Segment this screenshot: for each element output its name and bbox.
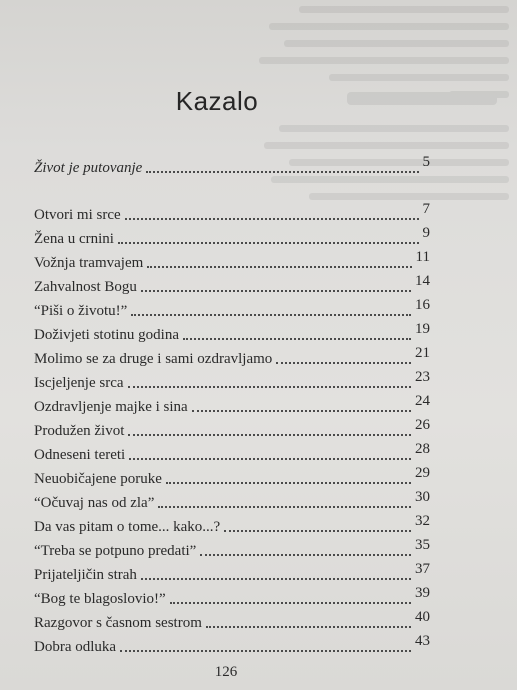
- toc-entry-page: 30: [415, 489, 430, 505]
- dot-leader: [129, 458, 411, 460]
- toc-entry: [34, 296, 430, 320]
- toc-entry-page: 26: [415, 417, 430, 433]
- toc-entry-page: 35: [415, 537, 430, 553]
- dot-leader: [146, 171, 418, 173]
- toc-entry-title: “Piši o životu!”: [34, 303, 128, 319]
- dot-leader: [128, 386, 411, 388]
- toc-entry-page: 7: [422, 201, 430, 217]
- toc-entry-page: 32: [415, 513, 430, 529]
- dot-leader: [128, 434, 411, 436]
- toc-entry-title: “Bog te blagoslovio!”: [34, 591, 166, 607]
- dot-leader: [224, 530, 411, 532]
- dot-leader: [125, 218, 419, 220]
- toc-entry-page: 16: [415, 297, 430, 313]
- dot-leader: [158, 506, 411, 508]
- toc-entry-page: 14: [415, 273, 430, 289]
- dot-leader: [141, 290, 411, 292]
- dot-leader: [141, 578, 411, 580]
- dot-leader: [200, 554, 411, 556]
- toc-entry: [34, 512, 430, 536]
- toc-entry-title: Otvori mi srce: [34, 207, 121, 223]
- toc-entry-title: “Treba se potpuno predati”: [34, 543, 197, 559]
- page-title: Kazalo: [175, 86, 259, 116]
- toc-entry-title: Neuobičajene poruke: [34, 471, 162, 487]
- dot-leader: [170, 602, 411, 604]
- toc-entry-page: 9: [422, 225, 430, 241]
- dot-leader: [206, 626, 411, 628]
- toc-entry-title: Iscjeljenje srca: [34, 375, 124, 391]
- toc-entry-page: 24: [415, 393, 430, 409]
- toc-entry-title: Da vas pitam o tome... kako...?: [34, 519, 221, 535]
- toc-entry-page: 19: [415, 321, 430, 337]
- dot-leader: [118, 242, 419, 244]
- toc-entry-page: 40: [415, 609, 430, 625]
- toc-entry-page: 5: [422, 154, 430, 170]
- toc-entry: [34, 464, 430, 488]
- toc-entry: [34, 440, 430, 464]
- table-of-contents: [34, 0, 430, 690]
- toc-entry: [34, 584, 430, 608]
- toc-entry-title: Molimo se za druge i sami ozdravljamo: [34, 351, 273, 367]
- toc-entry: [34, 560, 430, 584]
- toc-entry: [34, 392, 430, 416]
- toc-entry-title: Prijateljičin strah: [34, 567, 137, 583]
- toc-entry-page: 37: [415, 561, 430, 577]
- toc-entry-intro: [34, 153, 430, 177]
- toc-entry-title: Vožnja tramvajem: [34, 255, 144, 271]
- toc-entry: [34, 608, 430, 632]
- toc-entry-page: 21: [415, 345, 430, 361]
- dot-leader: [120, 650, 411, 652]
- toc-entry-title: Doživjeti stotinu godina: [34, 327, 179, 343]
- dot-leader: [166, 482, 411, 484]
- dot-leader: [276, 362, 411, 364]
- dot-leader: [131, 314, 411, 316]
- toc-entry-page: 43: [415, 633, 430, 649]
- toc-entry: [34, 344, 430, 368]
- toc-entry-title: Odneseni tereti: [34, 447, 126, 463]
- toc-entry-title: Žena u crnini: [34, 231, 114, 247]
- toc-entry: [34, 200, 430, 224]
- toc-entry: [34, 368, 430, 392]
- toc-entry-page: 28: [415, 441, 430, 457]
- dot-leader: [147, 266, 411, 268]
- toc-entry-title: Dobra odluka: [34, 639, 117, 655]
- toc-entry: [34, 632, 430, 656]
- toc-entry: [34, 320, 430, 344]
- toc-entry-title: Život je putovanje: [34, 160, 143, 176]
- toc-entry: [34, 488, 430, 512]
- toc-entry-title: Produžen život: [34, 423, 125, 439]
- toc-entry: [34, 248, 430, 272]
- toc-entry-title: Zahvalnost Bogu: [34, 279, 137, 295]
- toc-entry-page: 23: [415, 369, 430, 385]
- dot-leader: [192, 410, 411, 412]
- toc-entry: [34, 272, 430, 296]
- toc-entry: [34, 416, 430, 440]
- toc-entry: [34, 224, 430, 248]
- toc-entry-title: “Očuvaj nas od zla”: [34, 495, 155, 511]
- toc-entry-page: 29: [415, 465, 430, 481]
- toc-entry: [34, 536, 430, 560]
- toc-entry-page: 11: [415, 249, 430, 265]
- toc-entry-title: Ozdravljenje majke i sina: [34, 399, 188, 415]
- page-number: 126: [214, 664, 238, 680]
- toc-entry-title: Razgovor s časnom sestrom: [34, 615, 202, 631]
- dot-leader: [183, 338, 411, 340]
- toc-entry-page: 39: [415, 585, 430, 601]
